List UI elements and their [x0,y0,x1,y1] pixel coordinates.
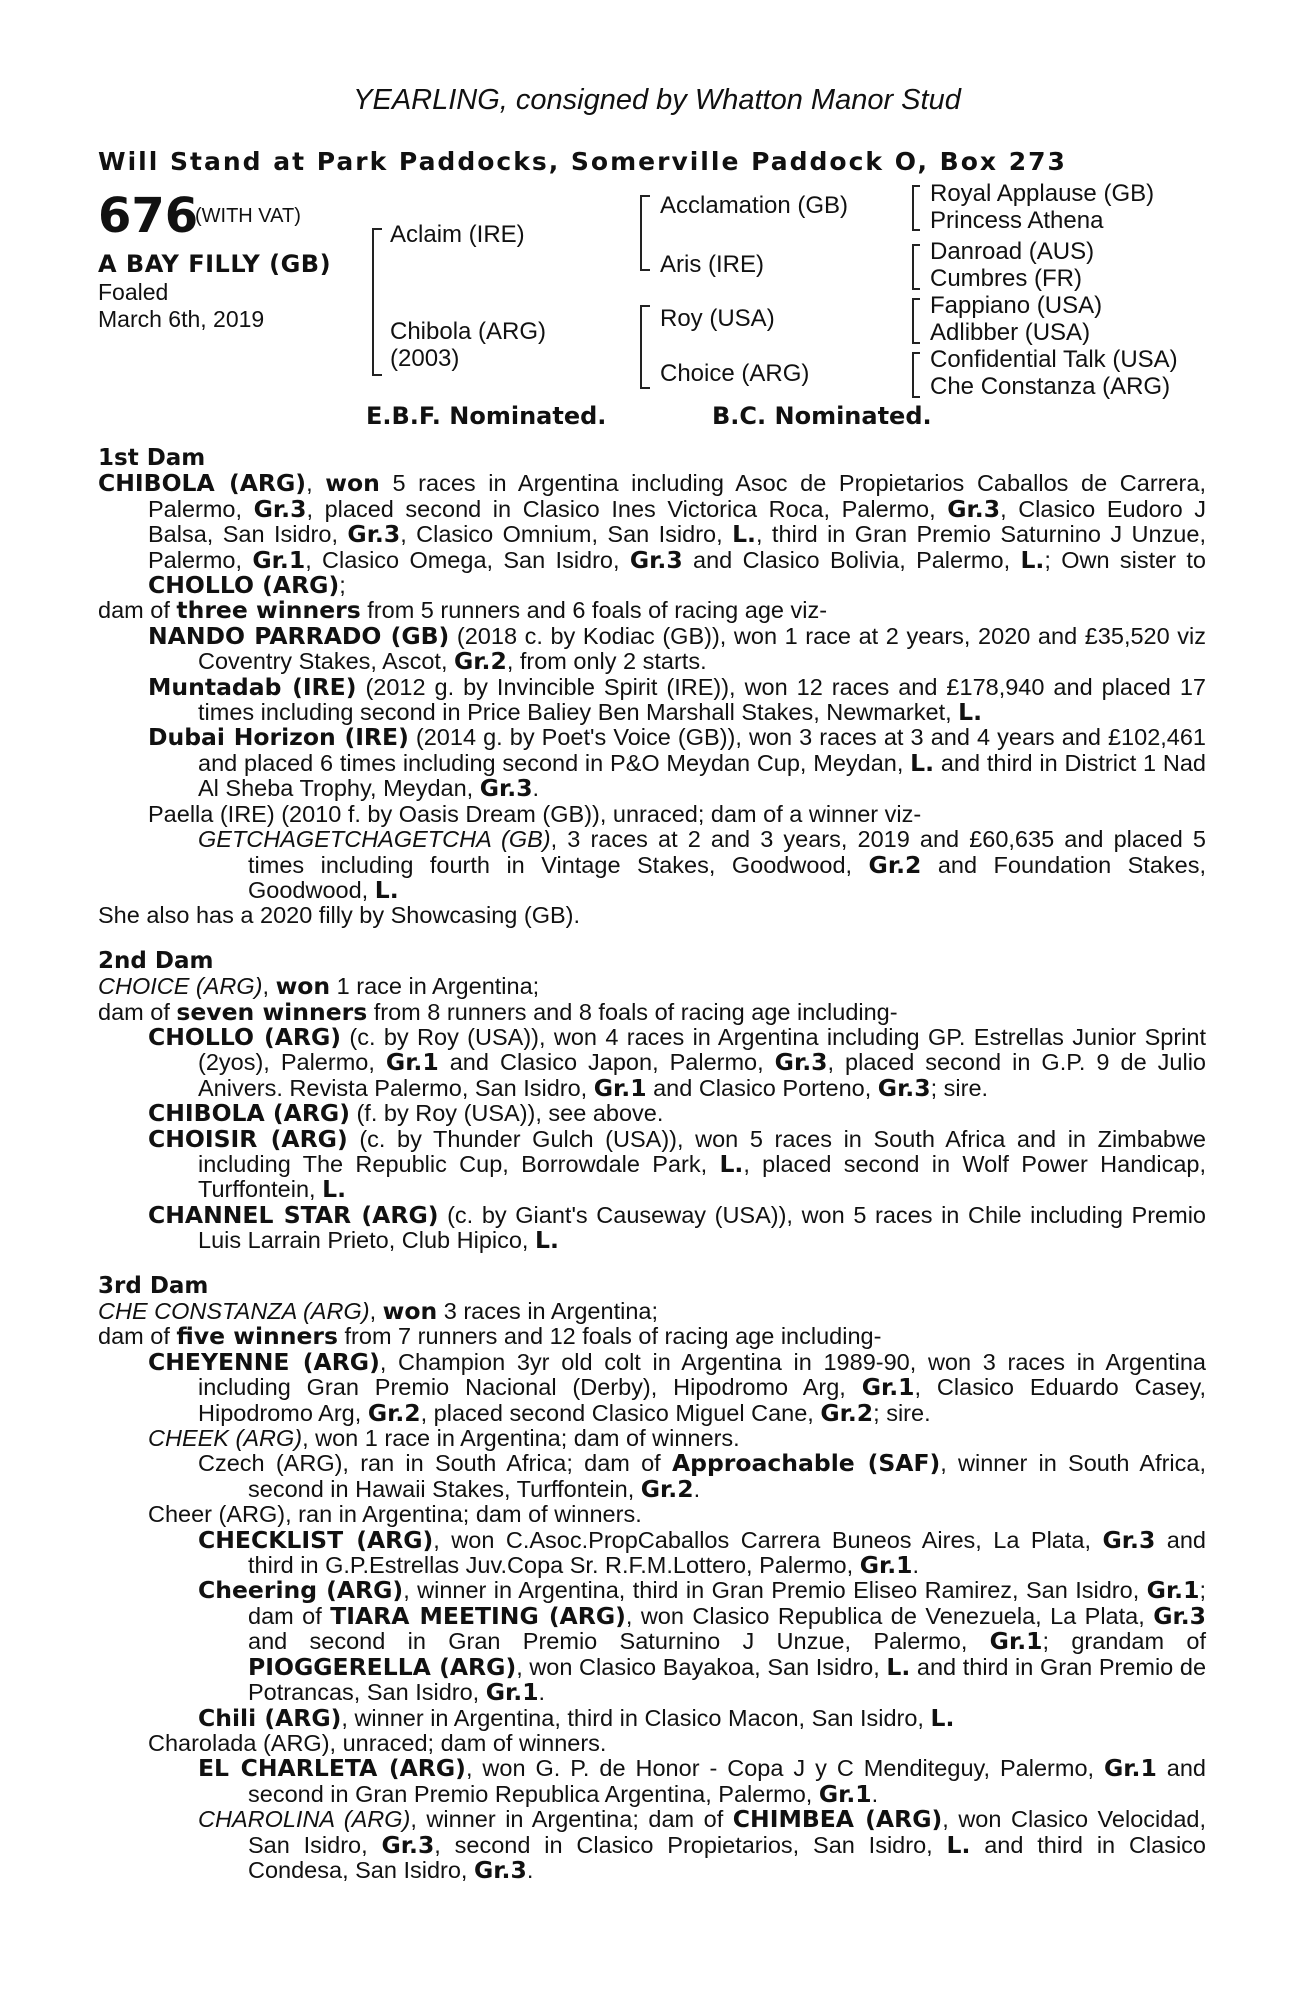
brace-sire [640,195,650,271]
dam-sire: Roy (USA) [660,305,775,332]
sire-dam: Aris (IRE) [660,251,764,278]
dam-dam: Choice (ARG) [660,360,810,387]
first-dam-also: She also has a 2020 filly by Showcasing (GB). [98,902,581,929]
granddam-2: Cumbres (FR) [930,265,1083,292]
produce-cheering: Cheering (ARG), winner in Argentina, third in Gran Premio Eliseo Ramirez, San Isidro, Gr.1; dam of TIARA MEETING (ARG), won Clasico Republica de Venezuela, La Plata, Gr.3 and second in Gran Premio Saturnino J Unzue, Palermo, Gr.1; grandam of PIOGGERELLA (ARG), won Clasico Bayakoa, San Isidro, L. and third in Gran Premio de Potrancas, San Isidro, Gr.1. [198,1576,1207,1707]
produce-cheyenne: CHEYENNE (ARG), Champion 3yr old colt in Argentina in 1989-90, won 3 races in Argentina including Gran Premio Nacional (Derby), Hipodromo Arg, Gr.1, Clasico Eduardo Casey, Hipodromo Arg, Gr.2, placed second Clasico Miguel Cane, Gr.2; sire. [148,1347,1206,1427]
granddam-1: Princess Athena [930,207,1104,234]
produce-charolina: CHAROLINA (ARG), winner in Argentina; dam of CHIMBEA (ARG), won Clasico Velocidad, San Isidro, Gr.3, second in Clasico Propietarios, San Isidro, L. and third in Clasico Condesa, San Isidro, Gr.3. [198,1805,1207,1884]
produce-checklist: CHECKLIST (ARG), won C.Asoc.PropCaballos Carrera Buneos Aires, La Plata, Gr.3 and third in G.P.Estrellas Juv.Copa Sr. R.F.M.Lottero, Palermo, Gr.1. [198,1525,1206,1580]
third-dam-record: CHE CONSTANZA (ARG), won 3 races in Argentina; [98,1297,658,1325]
produce-choisir: CHOISIR (ARG) (c. by Thunder Gulch (USA)), won 5 races in South Africa and in Zimbabwe including The Republic Cup, Borrowdale Park, L., placed second in Wolf Power Handicap, Turffontein, L. [148,1124,1206,1204]
granddam-4: Che Constanza (ARG) [930,373,1171,400]
third-dam-heading: 3rd Dam [98,1272,209,1299]
produce-nando-parrado: NANDO PARRADO (GB) (2018 c. by Kodiac (GB)), won 1 race at 2 years, 2020 and £35,520 viz Coventry Stakes, Ascot, Gr.2, from only 2 starts. [148,621,1206,676]
catalogue-body [98,446,1206,1883]
granddam-3: Adlibber (USA) [930,319,1091,346]
first-dam-heading: 1st Dam [98,445,206,471]
first-dam-produce-summary: dam of three winners from 5 runners and 6 foals of racing age viz- [98,596,828,625]
produce-dubai-horizon: Dubai Horizon (IRE) (2014 g. by Poet's Voice (GB)), won 3 races at 3 and 4 years and £102,461 and placed 6 times including second in P&O Meydan Cup, Meydan, L. and third in District 1 Nad Al Sheba Trophy, Meydan, Gr.3. [148,723,1206,803]
produce-charolada: Charolada (ARG), unraced; dam of winners. [148,1729,607,1756]
produce-cheek: CHEEK (ARG), won 1 race in Argentina; dam of winners. [148,1425,740,1452]
first-dam-record: CHIBOLA (ARG), won 5 races in Argentina including Asoc de Propietarios Caballos de Carrera, Palermo, Gr.3, placed second in Clasico Ines Victorica Roca, Palermo, Gr.3, Clasico Eudoro J Balsa, San Isidro, Gr.3, Clasico Omnium, San Isidro, L., third in Gran Premio Saturnino J Unzue, Palermo, Gr.1, Clasico Omega, San Isidro, Gr.3 and Clasico Bolivia, Palermo, L.; Own sister to CHOLLO (ARG); [98,469,1206,600]
brace-dam [640,305,650,389]
produce-channel-star: CHANNEL STAR (ARG) (c. by Giant's Causeway (USA)), won 5 races in Chile including Premio Luis Larrain Prieto, Club Hipico, L. [148,1200,1206,1255]
brace-g34 [912,244,920,290]
produce-muntadab: Muntadab (IRE) (2012 g. by Invincible Spirit (IRE)), won 12 races and £178,940 and placed 17 times including second in Price Baliey Ben Marshall Stakes, Newmarket, L. [148,672,1206,727]
second-dam-record: CHOICE (ARG), won 1 race in Argentina; [98,972,540,1001]
grandsire-4: Confidential Talk (USA) [930,346,1178,373]
produce-el-charleta: EL CHARLETA (ARG), won G. P. de Honor - Copa J y C Menditeguy, Palermo, Gr.1 and second in Gran Premio Republica Argentina, Palermo, Gr.1. [198,1754,1206,1808]
second-dam-produce-summary: dam of seven winners from 8 runners and 8 foals of racing age including- [98,997,898,1026]
produce-getchagetchagetcha: GETCHAGETCHAGETCHA (GB), 3 races at 2 and 3 years, 2019 and £60,635 and placed 5 times including fourth in Vintage Stakes, Goodwood, Gr.2 and Foundation Stakes, Goodwood, L. [198,826,1206,904]
stand-location: Will Stand at Park Paddocks, Somerville Paddock O, Box 273 [98,147,1067,176]
dam-year: (2003) [390,345,460,372]
catalogue-title: YEARLING, consigned by Whatton Manor Stud [353,84,961,116]
grandsire-3: Fappiano (USA) [930,292,1103,319]
brace-g56 [912,298,920,344]
brace-g12 [912,185,920,231]
grandsire-1: Royal Applause (GB) [930,180,1155,207]
horse-name: A BAY FILLY (GB) [98,250,332,278]
bc-nominated: B.C. Nominated. [712,402,932,430]
dam: Chibola (ARG) [390,318,547,345]
produce-chili: Chili (ARG), winner in Argentina, third in Clasico Macon, San Isidro, L. [198,1703,955,1732]
produce-chollo: CHOLLO (ARG) (c. by Roy (USA)), won 4 races in Argentina including GP. Estrellas Junior Sprint (2yos), Palermo, Gr.1 and Clasico Japon, Palermo, Gr.3, placed second in G.P. 9 de Julio Anivers. Revista Palermo, San Isidro, Gr.1 and Clasico Porteno, Gr.3; sire. [148,1022,1206,1102]
sire: Aclaim (IRE) [390,221,525,248]
brace-g78 [912,352,920,398]
sire-sire: Acclamation (GB) [660,192,849,219]
lot-number: 676 [98,188,199,244]
brace-gen1 [372,228,382,376]
foaled-label: Foaled [98,279,169,305]
ebf-nominated: E.B.F. Nominated. [366,402,607,430]
vat-note: (WITH VAT) [195,205,301,227]
foaled-date: March 6th, 2019 [98,306,265,332]
produce-chibola: CHIBOLA (ARG) (f. by Roy (USA)), see above. [148,1099,664,1128]
grandsire-2: Danroad (AUS) [930,238,1095,265]
produce-cheer: Cheer (ARG), ran in Argentina; dam of winners. [148,1501,642,1528]
second-dam-heading: 2nd Dam [98,947,214,974]
produce-paella: Paella (IRE) (2010 f. by Oasis Dream (GB)), unraced; dam of a winner viz- [148,800,922,827]
produce-czech: Czech (ARG), ran in South Africa; dam of Approachable (SAF), winner in South Africa, second in Hawaii Stakes, Turffontein, Gr.2. [198,1449,1206,1503]
third-dam-produce-summary: dam of five winners from 7 runners and 12 foals of racing age including- [98,1322,882,1351]
